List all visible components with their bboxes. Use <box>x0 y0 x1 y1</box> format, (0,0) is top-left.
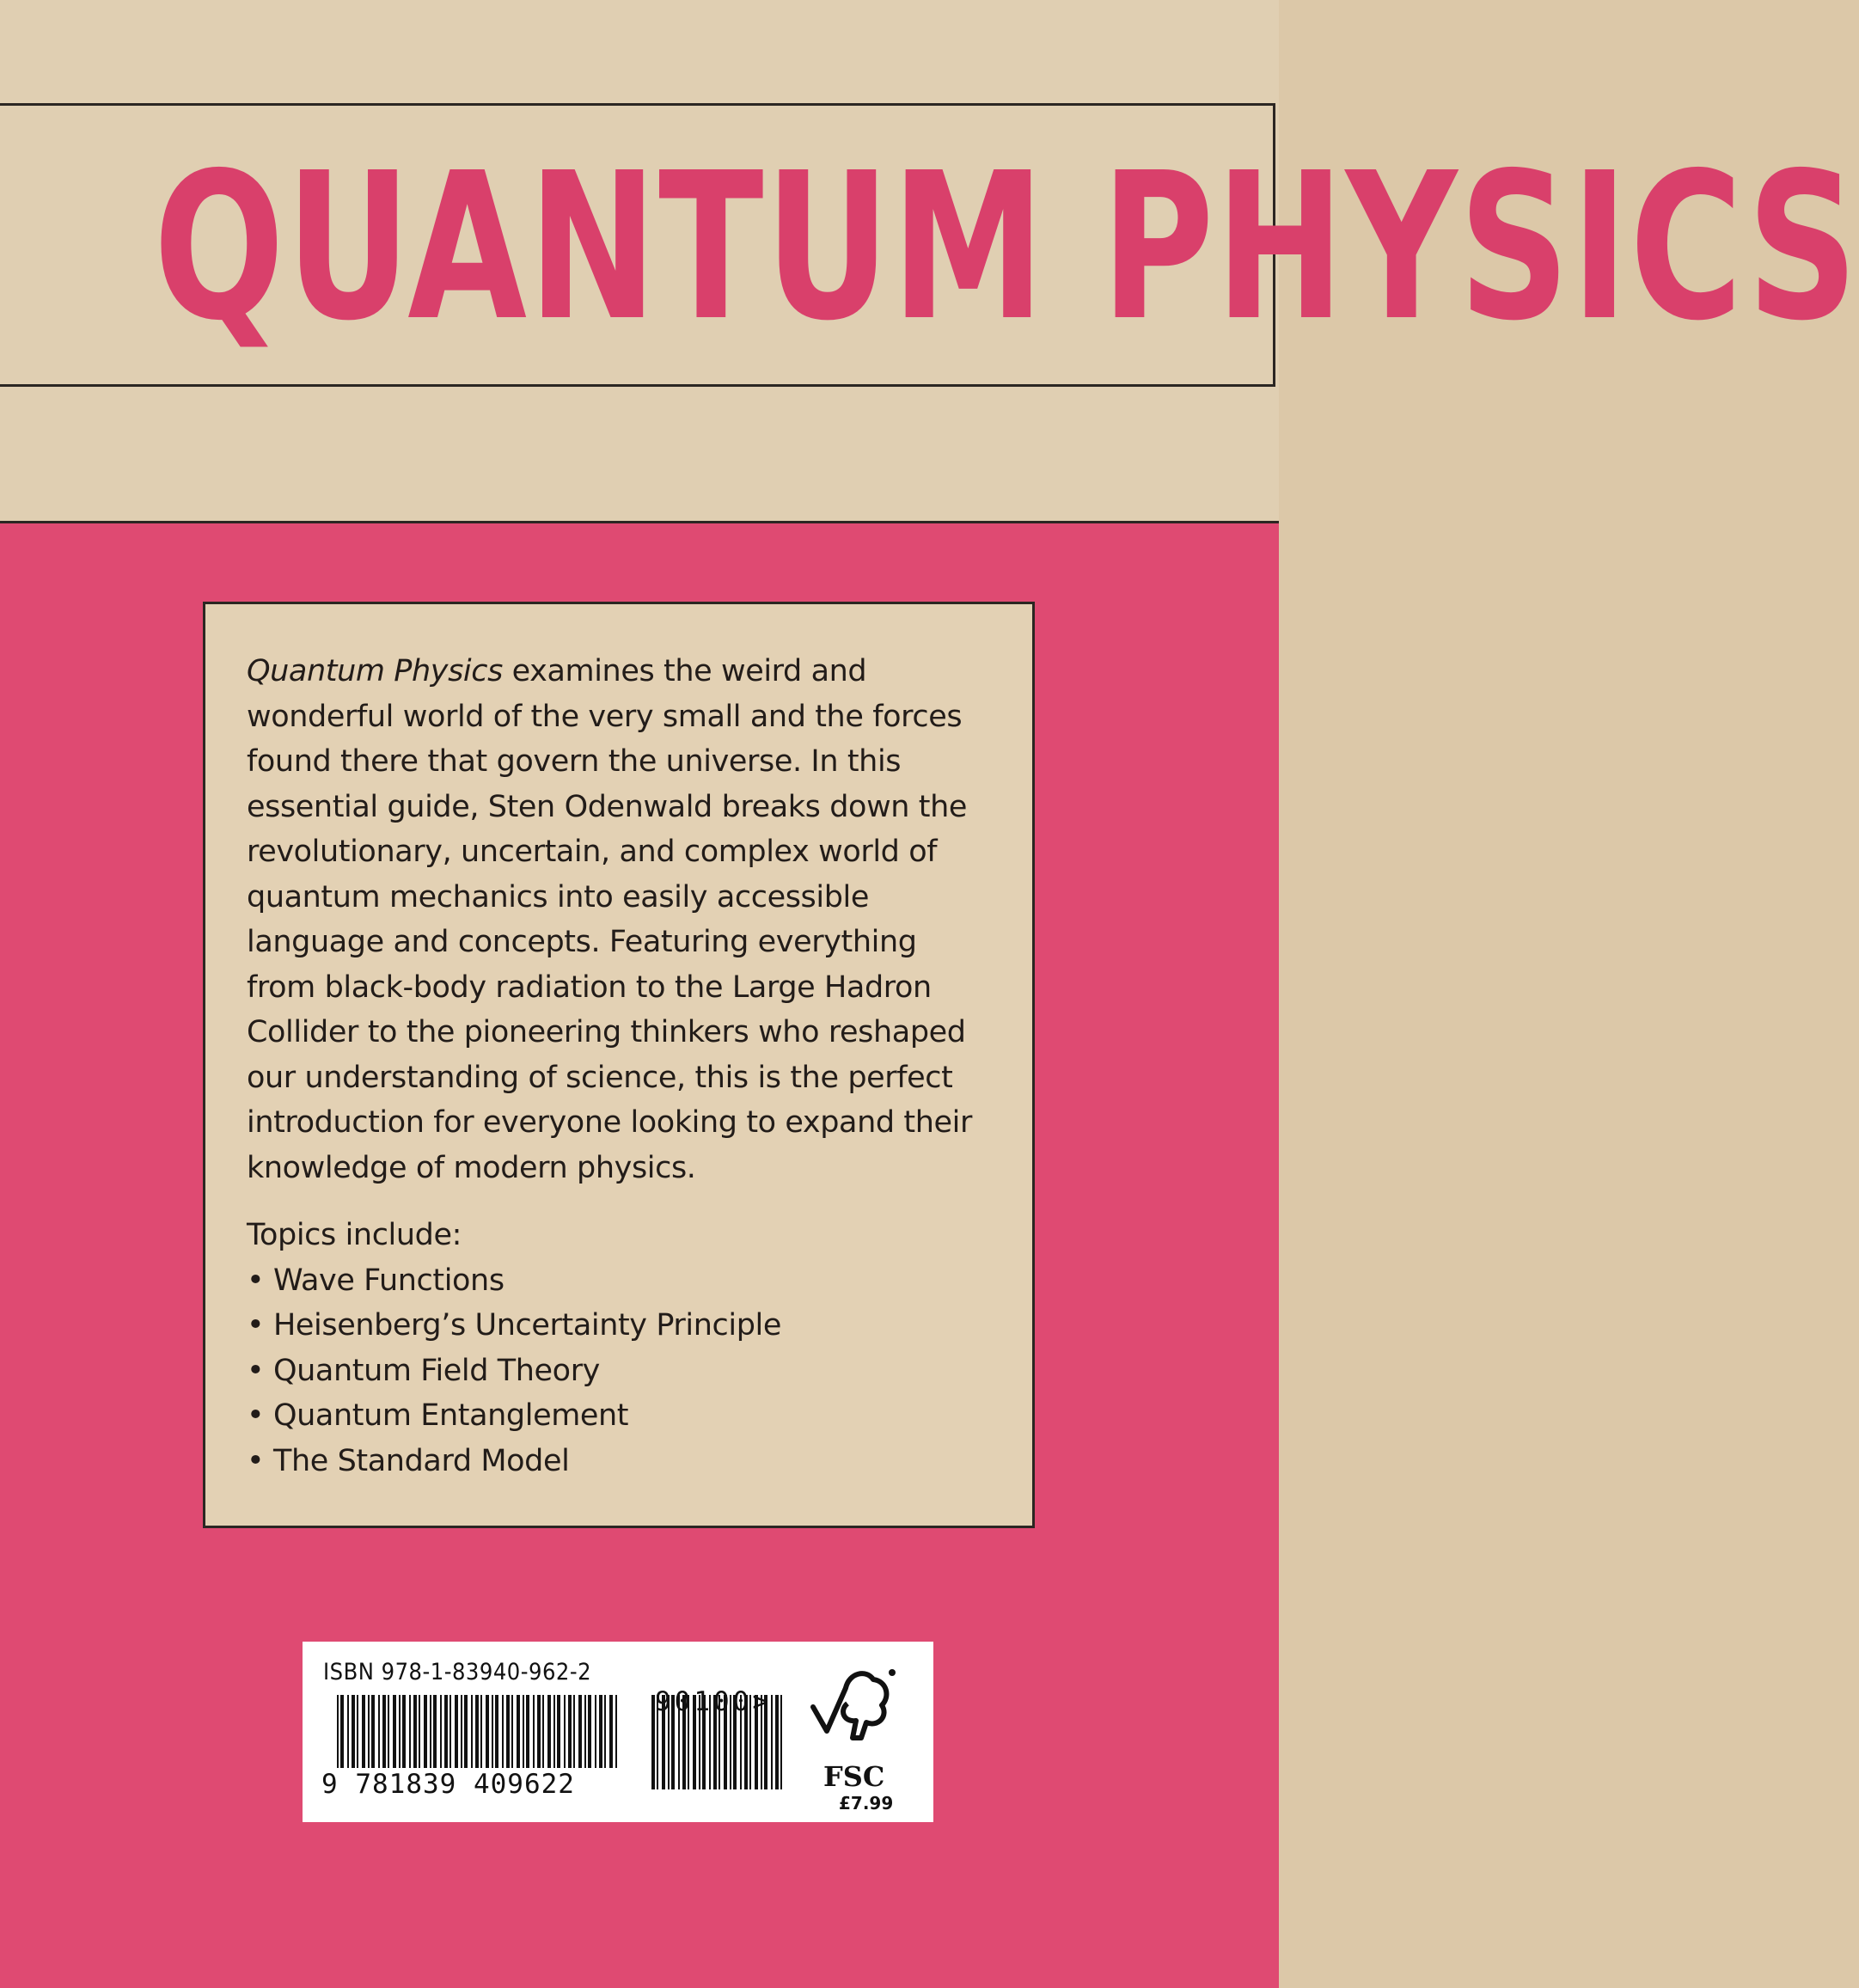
book-title: QUANTUM PHYSICS <box>153 129 1859 365</box>
blurb-text: examines the weird and wonderful world of the very small and the forces found there that govern the universe. In this essential guide, Sten Odenwald breaks down the revolutionary, uncertain, and complex world of quantum mechanics into easily accessible language and concepts. Featuring everything from black-body radiation to the Large Hadron Collider to the pioneering thinkers who reshaped our understanding of science, this is the perfect introduction for everyone looking to expand their knowledge of modern physics. <box>247 654 972 1185</box>
fsc-tree-logo-icon <box>803 1662 897 1748</box>
topic-item: • The Standard Model <box>247 1439 991 1484</box>
topic-item: • Wave Functions <box>247 1258 991 1304</box>
blurb-box <box>203 602 1035 1528</box>
topics-heading: Topics include: <box>247 1218 462 1252</box>
blurb-paragraph <box>247 649 991 1190</box>
fsc-label: FSC <box>823 1760 885 1793</box>
barcode-digits: 9 781839 409622 <box>321 1769 575 1800</box>
price-label: £7.99 <box>839 1793 894 1814</box>
topics-list <box>247 1258 991 1484</box>
barcode-label <box>303 1642 933 1822</box>
isbn-text: ISBN 978-1-83940-962-2 <box>323 1659 592 1685</box>
price-code-text: 90100> <box>655 1686 772 1717</box>
topic-item: • Quantum Field Theory <box>247 1349 991 1394</box>
topic-item: • Quantum Entanglement <box>247 1393 991 1439</box>
blurb-italic-lead: Quantum Physics <box>247 654 503 688</box>
topic-item: • Heisenberg’s Uncertainty Principle <box>247 1303 991 1349</box>
